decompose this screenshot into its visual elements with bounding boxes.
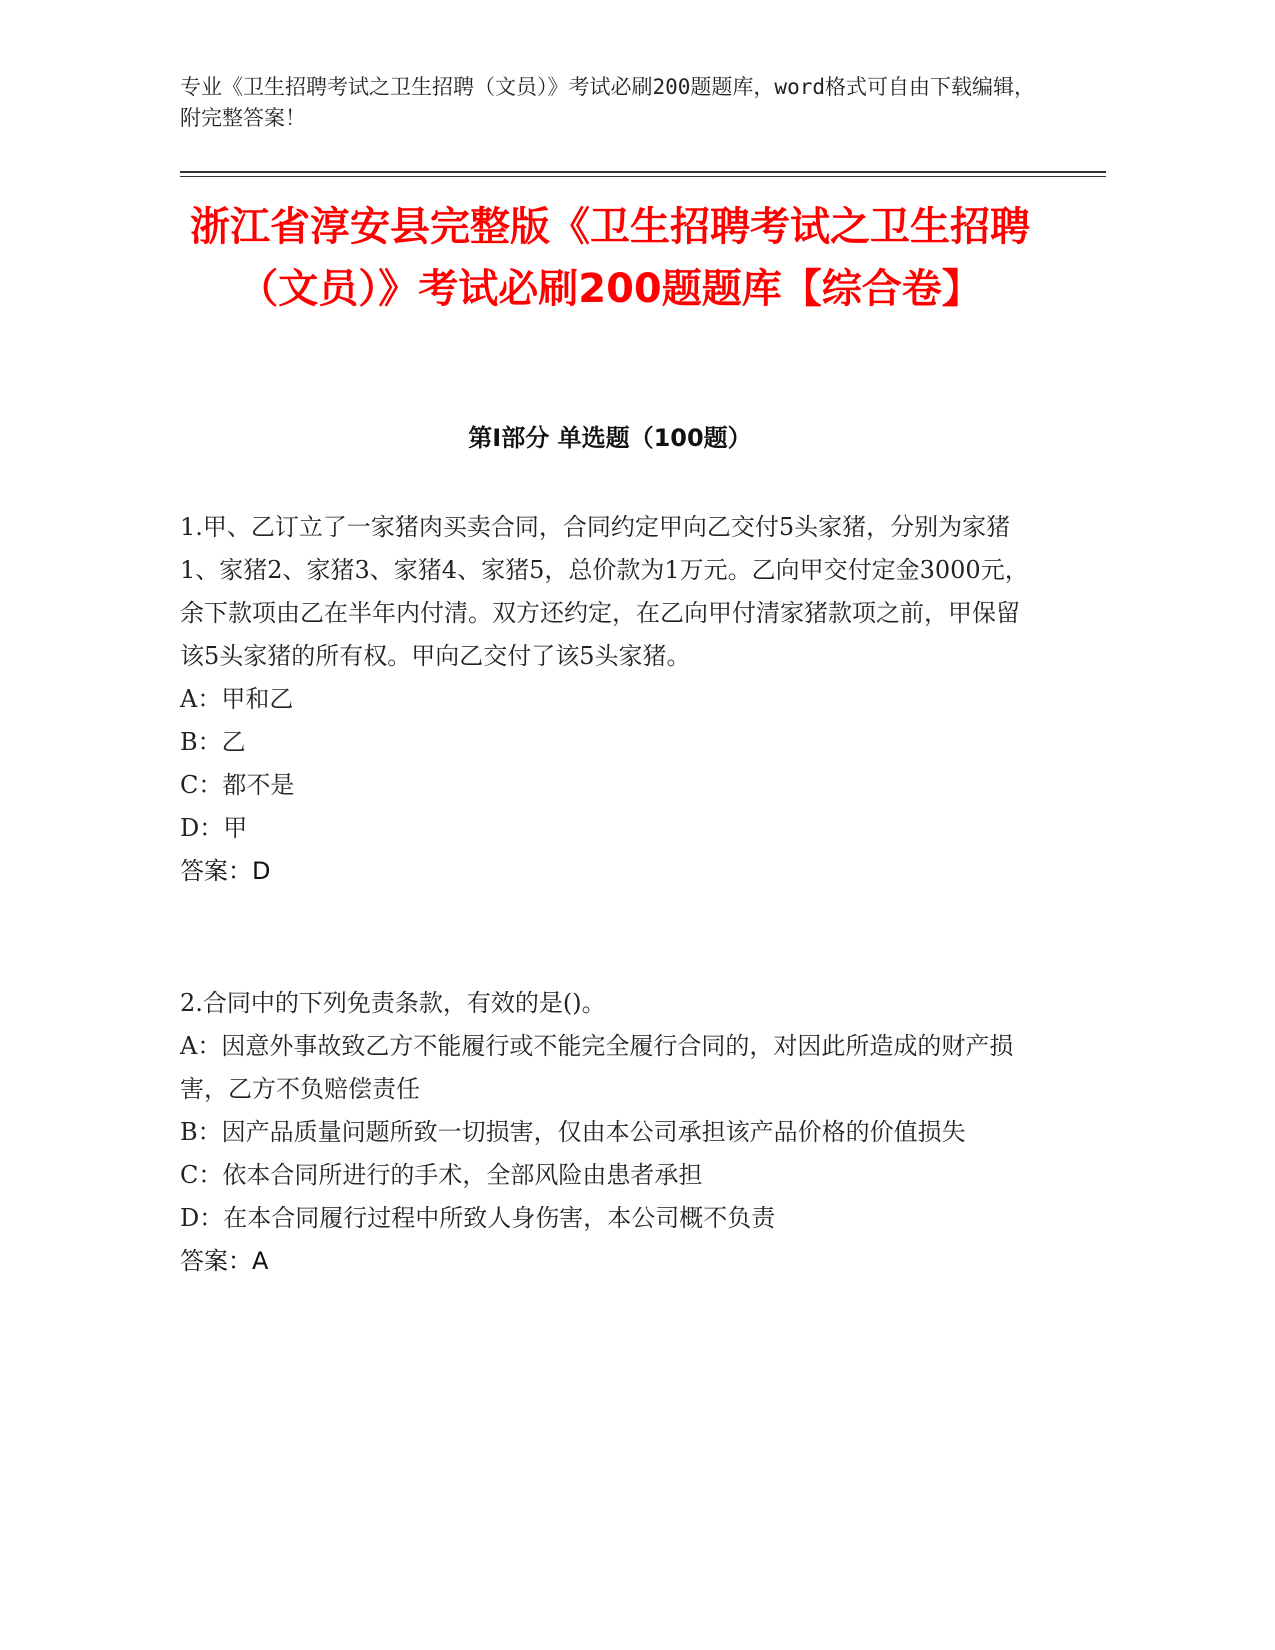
option-a: A：甲和乙 bbox=[180, 685, 294, 713]
option-d: D：甲 bbox=[180, 814, 248, 842]
section-title: 第Ⅰ部分 单选题（100题） bbox=[468, 424, 752, 452]
option-a: A：因意外事故致乙方不能履行或不能完全履行合同的，对因此所造成的财产损害，乙方不负赔偿责任 bbox=[180, 1032, 1014, 1103]
header-note: 专业《卫生招聘考试之卫生招聘（文员）》考试必刷200题题库，word格式可自由下载编辑，附完整答案！ bbox=[180, 75, 1035, 130]
question-2 bbox=[180, 982, 1040, 1283]
option-c: C：依本合同所进行的手术，全部风险由患者承担 bbox=[180, 1161, 703, 1189]
divider-thick bbox=[180, 171, 1106, 173]
option-b: B：因产品质量问题所致一切损害，仅由本公司承担该产品价格的价值损失 bbox=[180, 1118, 966, 1146]
answer: 答案：D bbox=[180, 857, 271, 885]
option-c: C：都不是 bbox=[180, 771, 295, 799]
option-b: B：乙 bbox=[180, 728, 246, 756]
question-1 bbox=[180, 506, 1040, 893]
question-stem: 2.合同中的下列免责条款，有效的是()。 bbox=[180, 989, 606, 1017]
document-title: 浙江省淳安县完整版《卫生招聘考试之卫生招聘（文员）》考试必刷200题题库【综合卷】 bbox=[190, 204, 1030, 312]
divider-thin bbox=[180, 176, 1106, 177]
option-d: D：在本合同履行过程中所致人身伤害，本公司概不负责 bbox=[180, 1204, 776, 1232]
question-stem: 1.甲、乙订立了一家猪肉买卖合同，合同约定甲向乙交付5头家猪，分别为家猪1、家猪2、家猪3、家猪4、家猪5，总价款为1万元。乙向甲交付定金3000元，余下款项由乙在半年内付清。双方还约定，在乙向甲付清家猪款项之前，甲保留该5头家猪的所有权。甲向乙交付了该5头家猪。 bbox=[180, 513, 1029, 670]
answer: 答案：A bbox=[180, 1247, 269, 1275]
